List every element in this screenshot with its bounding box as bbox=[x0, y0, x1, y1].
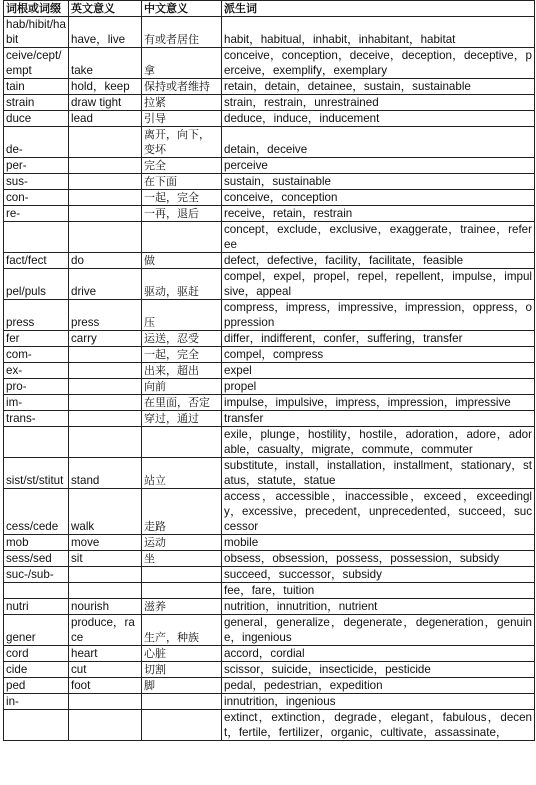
cell-english: press bbox=[69, 300, 142, 331]
cell-derived: innutrition，ingenious bbox=[222, 694, 535, 710]
table-row bbox=[4, 535, 535, 551]
table-row bbox=[4, 599, 535, 615]
table-row bbox=[4, 253, 535, 269]
cell-chinese: 完全 bbox=[142, 158, 222, 174]
cell-derived: transfer bbox=[222, 411, 535, 427]
cell-chinese: 向前 bbox=[142, 379, 222, 395]
cell-root: mob bbox=[4, 535, 69, 551]
cell-chinese: 脚 bbox=[142, 678, 222, 694]
table-row bbox=[4, 206, 535, 222]
table-row bbox=[4, 79, 535, 95]
table-row bbox=[4, 363, 535, 379]
table-row bbox=[4, 615, 535, 646]
cell-derived: deduce，induce，inducement bbox=[222, 111, 535, 127]
cell-derived: concept，exclude，exclusive，exaggerate，trainee，referee bbox=[222, 222, 535, 253]
cell-english bbox=[69, 190, 142, 206]
cell-chinese: 引导 bbox=[142, 111, 222, 127]
table-row bbox=[4, 127, 535, 158]
cell-chinese: 离开，向下，变坏 bbox=[142, 127, 222, 158]
cell-english bbox=[69, 567, 142, 583]
table-row bbox=[4, 300, 535, 331]
cell-derived: extinct，extinction，degrade，elegant，fabulous，decent，fertile，fertilizer，organic，cultivate，assassinate， bbox=[222, 710, 535, 741]
cell-root: sus- bbox=[4, 174, 69, 190]
cell-chinese bbox=[142, 427, 222, 458]
cell-chinese: 压 bbox=[142, 300, 222, 331]
cell-derived: detain，deceive bbox=[222, 127, 535, 158]
cell-chinese: 拿 bbox=[142, 48, 222, 79]
cell-english: foot bbox=[69, 678, 142, 694]
cell-english: drive bbox=[69, 269, 142, 300]
cell-english bbox=[69, 222, 142, 253]
cell-chinese bbox=[142, 694, 222, 710]
cell-derived: sustain，sustainable bbox=[222, 174, 535, 190]
cell-root: con- bbox=[4, 190, 69, 206]
table-body bbox=[4, 17, 535, 741]
cell-derived: substitute，install，installation，installment，stationary，status，statute，statue bbox=[222, 458, 535, 489]
cell-root: sist/st/stitut bbox=[4, 458, 69, 489]
table-row bbox=[4, 551, 535, 567]
cell-derived: access，accessible，inaccessible，exceed，exceedingly，excessive，precedent，unprecedented，succeed，successor bbox=[222, 489, 535, 535]
cell-english: take bbox=[69, 48, 142, 79]
table-row bbox=[4, 222, 535, 253]
cell-root: pel/puls bbox=[4, 269, 69, 300]
table-row bbox=[4, 190, 535, 206]
cell-chinese: 心脏 bbox=[142, 646, 222, 662]
table-row bbox=[4, 347, 535, 363]
header-chinese: 中文意义 bbox=[142, 1, 222, 17]
cell-english: move bbox=[69, 535, 142, 551]
cell-root: in- bbox=[4, 694, 69, 710]
cell-chinese: 切割 bbox=[142, 662, 222, 678]
cell-root: ped bbox=[4, 678, 69, 694]
cell-derived: impulse，impulsive，impress，impression，impressive bbox=[222, 395, 535, 411]
cell-chinese bbox=[142, 567, 222, 583]
cell-english: stand bbox=[69, 458, 142, 489]
cell-root: fer bbox=[4, 331, 69, 347]
cell-chinese: 走路 bbox=[142, 489, 222, 535]
cell-chinese: 保持或者维持 bbox=[142, 79, 222, 95]
cell-root: nutri bbox=[4, 599, 69, 615]
cell-derived: succeed，successor，subsidy bbox=[222, 567, 535, 583]
cell-chinese: 一起，完全 bbox=[142, 190, 222, 206]
cell-root: gener bbox=[4, 615, 69, 646]
cell-root: cord bbox=[4, 646, 69, 662]
table-row bbox=[4, 395, 535, 411]
cell-chinese: 有或者居住 bbox=[142, 17, 222, 48]
cell-root: ceive/cept/empt bbox=[4, 48, 69, 79]
table-row bbox=[4, 269, 535, 300]
cell-chinese: 站立 bbox=[142, 458, 222, 489]
table-row bbox=[4, 111, 535, 127]
cell-derived: compel，compress bbox=[222, 347, 535, 363]
cell-root: de- bbox=[4, 127, 69, 158]
header-root: 词根或词缀 bbox=[4, 1, 69, 17]
table-row bbox=[4, 678, 535, 694]
cell-derived: mobile bbox=[222, 535, 535, 551]
table-row bbox=[4, 458, 535, 489]
header-derived: 派生词 bbox=[222, 1, 535, 17]
cell-english: nourish bbox=[69, 599, 142, 615]
table-row bbox=[4, 583, 535, 599]
table-row bbox=[4, 710, 535, 741]
cell-english bbox=[69, 158, 142, 174]
cell-english bbox=[69, 379, 142, 395]
cell-chinese: 滋养 bbox=[142, 599, 222, 615]
cell-derived: retain，detain，detainee，sustain，sustainable bbox=[222, 79, 535, 95]
cell-english: walk bbox=[69, 489, 142, 535]
table-row bbox=[4, 427, 535, 458]
cell-root: strain bbox=[4, 95, 69, 111]
cell-english: do bbox=[69, 253, 142, 269]
cell-derived: habit，habitual，inhabit，inhabitant，habitat bbox=[222, 17, 535, 48]
cell-english: hold，keep bbox=[69, 79, 142, 95]
cell-derived: differ，indifferent，confer，suffering，transfer bbox=[222, 331, 535, 347]
cell-english: have，live bbox=[69, 17, 142, 48]
table-row bbox=[4, 379, 535, 395]
cell-derived: compress，impress，impressive，impression，oppress，oppression bbox=[222, 300, 535, 331]
cell-root: suc-/sub- bbox=[4, 567, 69, 583]
cell-chinese: 出来，超出 bbox=[142, 363, 222, 379]
cell-root bbox=[4, 222, 69, 253]
cell-chinese: 在下面 bbox=[142, 174, 222, 190]
table-row bbox=[4, 489, 535, 535]
cell-chinese bbox=[142, 583, 222, 599]
cell-english: sit bbox=[69, 551, 142, 567]
cell-english bbox=[69, 206, 142, 222]
cell-english bbox=[69, 395, 142, 411]
table-row bbox=[4, 567, 535, 583]
table-row bbox=[4, 95, 535, 111]
header-row bbox=[4, 1, 535, 17]
cell-derived: pedal，pedestrian，expedition bbox=[222, 678, 535, 694]
cell-root: tain bbox=[4, 79, 69, 95]
cell-root: im- bbox=[4, 395, 69, 411]
table-row bbox=[4, 158, 535, 174]
cell-english bbox=[69, 174, 142, 190]
cell-english bbox=[69, 363, 142, 379]
header-english: 英文意义 bbox=[69, 1, 142, 17]
cell-english: heart bbox=[69, 646, 142, 662]
table-row bbox=[4, 48, 535, 79]
cell-derived: conceive，conception bbox=[222, 190, 535, 206]
table-row bbox=[4, 331, 535, 347]
cell-derived: defect，defective，facility，facilitate，feasible bbox=[222, 253, 535, 269]
cell-chinese: 坐 bbox=[142, 551, 222, 567]
cell-root bbox=[4, 710, 69, 741]
cell-chinese bbox=[142, 222, 222, 253]
table-row bbox=[4, 646, 535, 662]
cell-derived: perceive bbox=[222, 158, 535, 174]
cell-root: fact/fect bbox=[4, 253, 69, 269]
cell-english bbox=[69, 427, 142, 458]
cell-english bbox=[69, 583, 142, 599]
cell-derived: general，generalize，degenerate，degeneration，genuine，ingenious bbox=[222, 615, 535, 646]
cell-root: pro- bbox=[4, 379, 69, 395]
cell-english: lead bbox=[69, 111, 142, 127]
cell-root: per- bbox=[4, 158, 69, 174]
cell-root: hab/hibit/habit bbox=[4, 17, 69, 48]
cell-english bbox=[69, 411, 142, 427]
cell-root bbox=[4, 583, 69, 599]
cell-derived: nutrition，innutrition，nutrient bbox=[222, 599, 535, 615]
cell-chinese: 运送，忍受 bbox=[142, 331, 222, 347]
cell-root: trans- bbox=[4, 411, 69, 427]
table-row bbox=[4, 174, 535, 190]
cell-root: ex- bbox=[4, 363, 69, 379]
cell-chinese: 做 bbox=[142, 253, 222, 269]
cell-derived: accord，cordial bbox=[222, 646, 535, 662]
cell-english bbox=[69, 710, 142, 741]
cell-english: carry bbox=[69, 331, 142, 347]
cell-root: cess/cede bbox=[4, 489, 69, 535]
cell-chinese: 驱动，驱赶 bbox=[142, 269, 222, 300]
cell-derived: exile，plunge，hostility，hostile，adoration，adore，adorable，casualty，migrate，commute，commuter bbox=[222, 427, 535, 458]
table-row bbox=[4, 662, 535, 678]
cell-english: produce，race bbox=[69, 615, 142, 646]
etymology-table bbox=[3, 0, 535, 741]
cell-chinese: 穿过，通过 bbox=[142, 411, 222, 427]
cell-derived: receive，retain，restrain bbox=[222, 206, 535, 222]
cell-derived: conceive，conception，deceive，deception，deceptive，perceive，exemplify，exemplary bbox=[222, 48, 535, 79]
cell-derived: obsess，obsession，possess，possession，subsidy bbox=[222, 551, 535, 567]
cell-derived: expel bbox=[222, 363, 535, 379]
cell-derived: strain，restrain，unrestrained bbox=[222, 95, 535, 111]
table-row bbox=[4, 694, 535, 710]
cell-chinese: 一再，退后 bbox=[142, 206, 222, 222]
cell-root bbox=[4, 427, 69, 458]
cell-chinese: 运动 bbox=[142, 535, 222, 551]
cell-root: cide bbox=[4, 662, 69, 678]
cell-chinese: 一起，完全 bbox=[142, 347, 222, 363]
cell-root: duce bbox=[4, 111, 69, 127]
cell-derived: propel bbox=[222, 379, 535, 395]
cell-chinese bbox=[142, 710, 222, 741]
cell-english bbox=[69, 347, 142, 363]
cell-english: cut bbox=[69, 662, 142, 678]
cell-chinese: 生产，种族 bbox=[142, 615, 222, 646]
table-row bbox=[4, 411, 535, 427]
cell-derived: fee，fare，tuition bbox=[222, 583, 535, 599]
cell-derived: compel，expel，propel，repel，repellent，impulse，impulsive，appeal bbox=[222, 269, 535, 300]
cell-english bbox=[69, 127, 142, 158]
cell-english bbox=[69, 694, 142, 710]
cell-chinese: 拉紧 bbox=[142, 95, 222, 111]
cell-root: re- bbox=[4, 206, 69, 222]
cell-root: press bbox=[4, 300, 69, 331]
table-row bbox=[4, 17, 535, 48]
cell-chinese: 在里面，否定 bbox=[142, 395, 222, 411]
cell-root: sess/sed bbox=[4, 551, 69, 567]
cell-root: com- bbox=[4, 347, 69, 363]
cell-derived: scissor，suicide，insecticide，pesticide bbox=[222, 662, 535, 678]
cell-english: draw tight bbox=[69, 95, 142, 111]
